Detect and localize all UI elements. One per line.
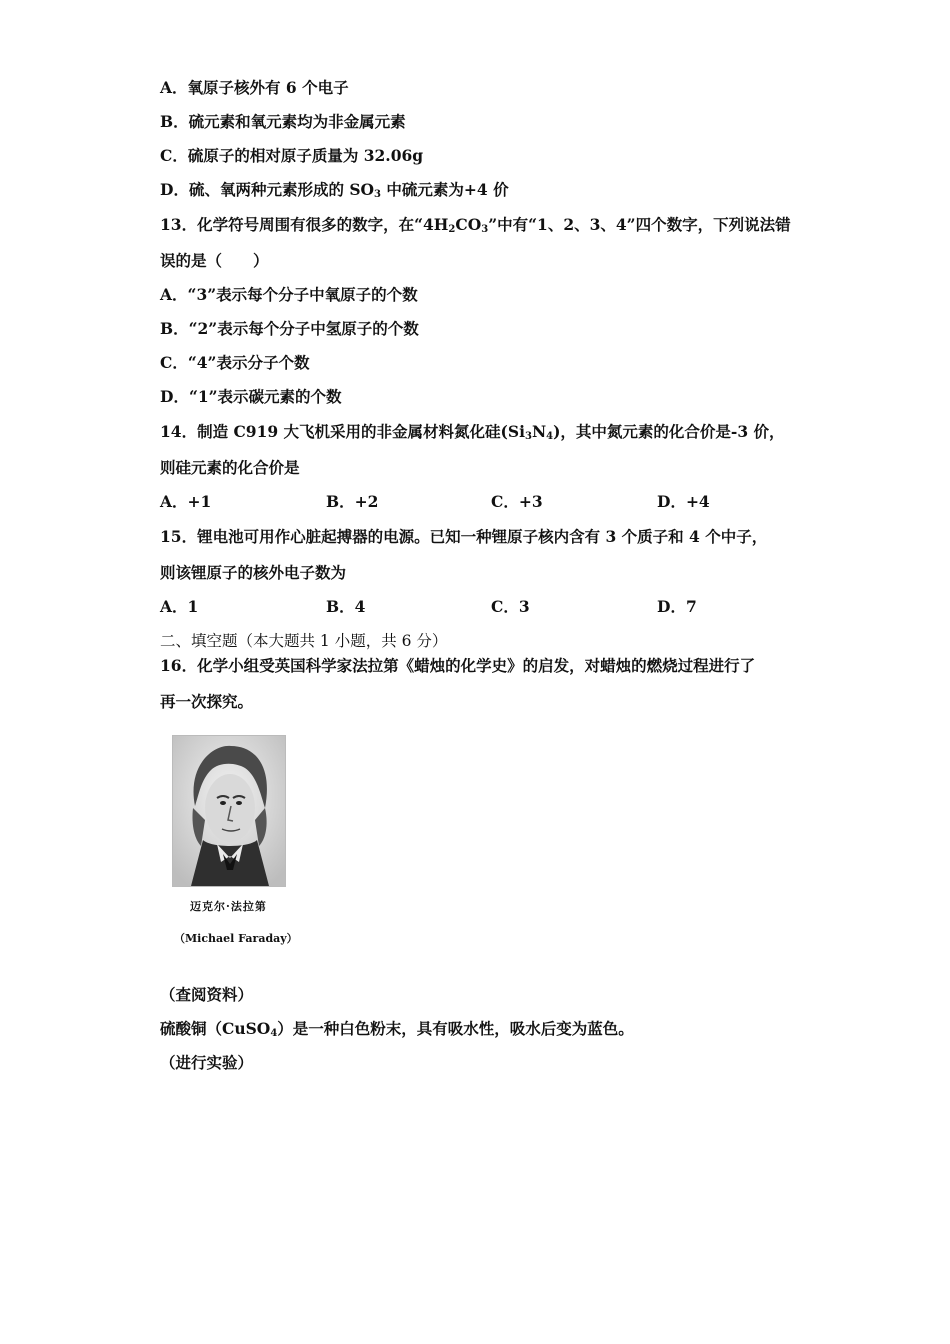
research-text: 硫酸铜（CuSO$_4$）是一种白色粉末，具有吸水性，吸水后变为蓝色。 — [160, 1019, 634, 1039]
q14-option-a: A．+1 — [160, 492, 212, 511]
q13-stem: 13．化学符号周围有很多的数字，在“$4H_2CO_3$”中有“1、2、3、4”四个数字，下列说法错 — [160, 215, 791, 235]
q12-option-d: D．硫、氧两种元素形成的 $SO_3$ 中硫元素为+4 价 — [160, 180, 509, 200]
q15-option-d: D．7 — [657, 597, 697, 616]
q14-option-c: C．+3 — [491, 492, 543, 511]
q15-stem: 15．锂电池可用作心脏起搏器的电源。已知一种锂原子核内含有 3 个质子和 4 个中子， — [160, 527, 768, 546]
q14-stem: 14．制造 C919 大飞机采用的非金属材料氮化硅$(Si_3N_4)$，其中氮元素的化合价是-3 价， — [160, 422, 785, 442]
q12-option-a: A．氧原子核外有 6 个电子 — [160, 78, 349, 97]
section-heading: 二、填空题（本大题共 1 小题，共 6 分） — [160, 632, 448, 650]
figure-caption-cn: 迈克尔·法拉第 — [190, 900, 267, 913]
experiment-heading: （进行实验） — [160, 1053, 254, 1072]
q13-stem-line2: 误的是（ ） — [160, 251, 269, 270]
q12-option-b: B．硫元素和氧元素均为非金属元素 — [160, 112, 406, 131]
figure-caption-en: （Michael Faraday） — [174, 932, 298, 945]
q16-stem-line2: 再一次探究。 — [160, 692, 254, 711]
q13-option-d: D．“1”表示碳元素的个数 — [160, 387, 342, 406]
q15-option-a: A．1 — [160, 597, 199, 616]
q15-option-b: B．4 — [326, 597, 366, 616]
q14-stem-line2: 则硅元素的化合价是 — [160, 458, 300, 477]
q13-option-c: C．“4”表示分子个数 — [160, 353, 310, 372]
q15-stem-line2: 则该锂原子的核外电子数为 — [160, 563, 347, 582]
faraday-portrait — [172, 735, 286, 887]
q16-stem: 16．化学小组受英国科学家法拉第《蜡烛的化学史》的启发，对蜡烛的燃烧过程进行了 — [160, 656, 756, 675]
portrait-drawing — [173, 736, 285, 886]
q13-option-a: A．“3”表示每个分子中氧原子的个数 — [160, 285, 418, 304]
research-heading: （查阅资料） — [160, 985, 254, 1004]
q15-option-c: C．3 — [491, 597, 530, 616]
q12-option-c: C．硫原子的相对原子质量为 32.06g — [160, 146, 424, 165]
q14-option-b: B．+2 — [326, 492, 379, 511]
q13-option-b: B．“2”表示每个分子中氢原子的个数 — [160, 319, 419, 338]
q14-option-d: D．+4 — [657, 492, 710, 511]
